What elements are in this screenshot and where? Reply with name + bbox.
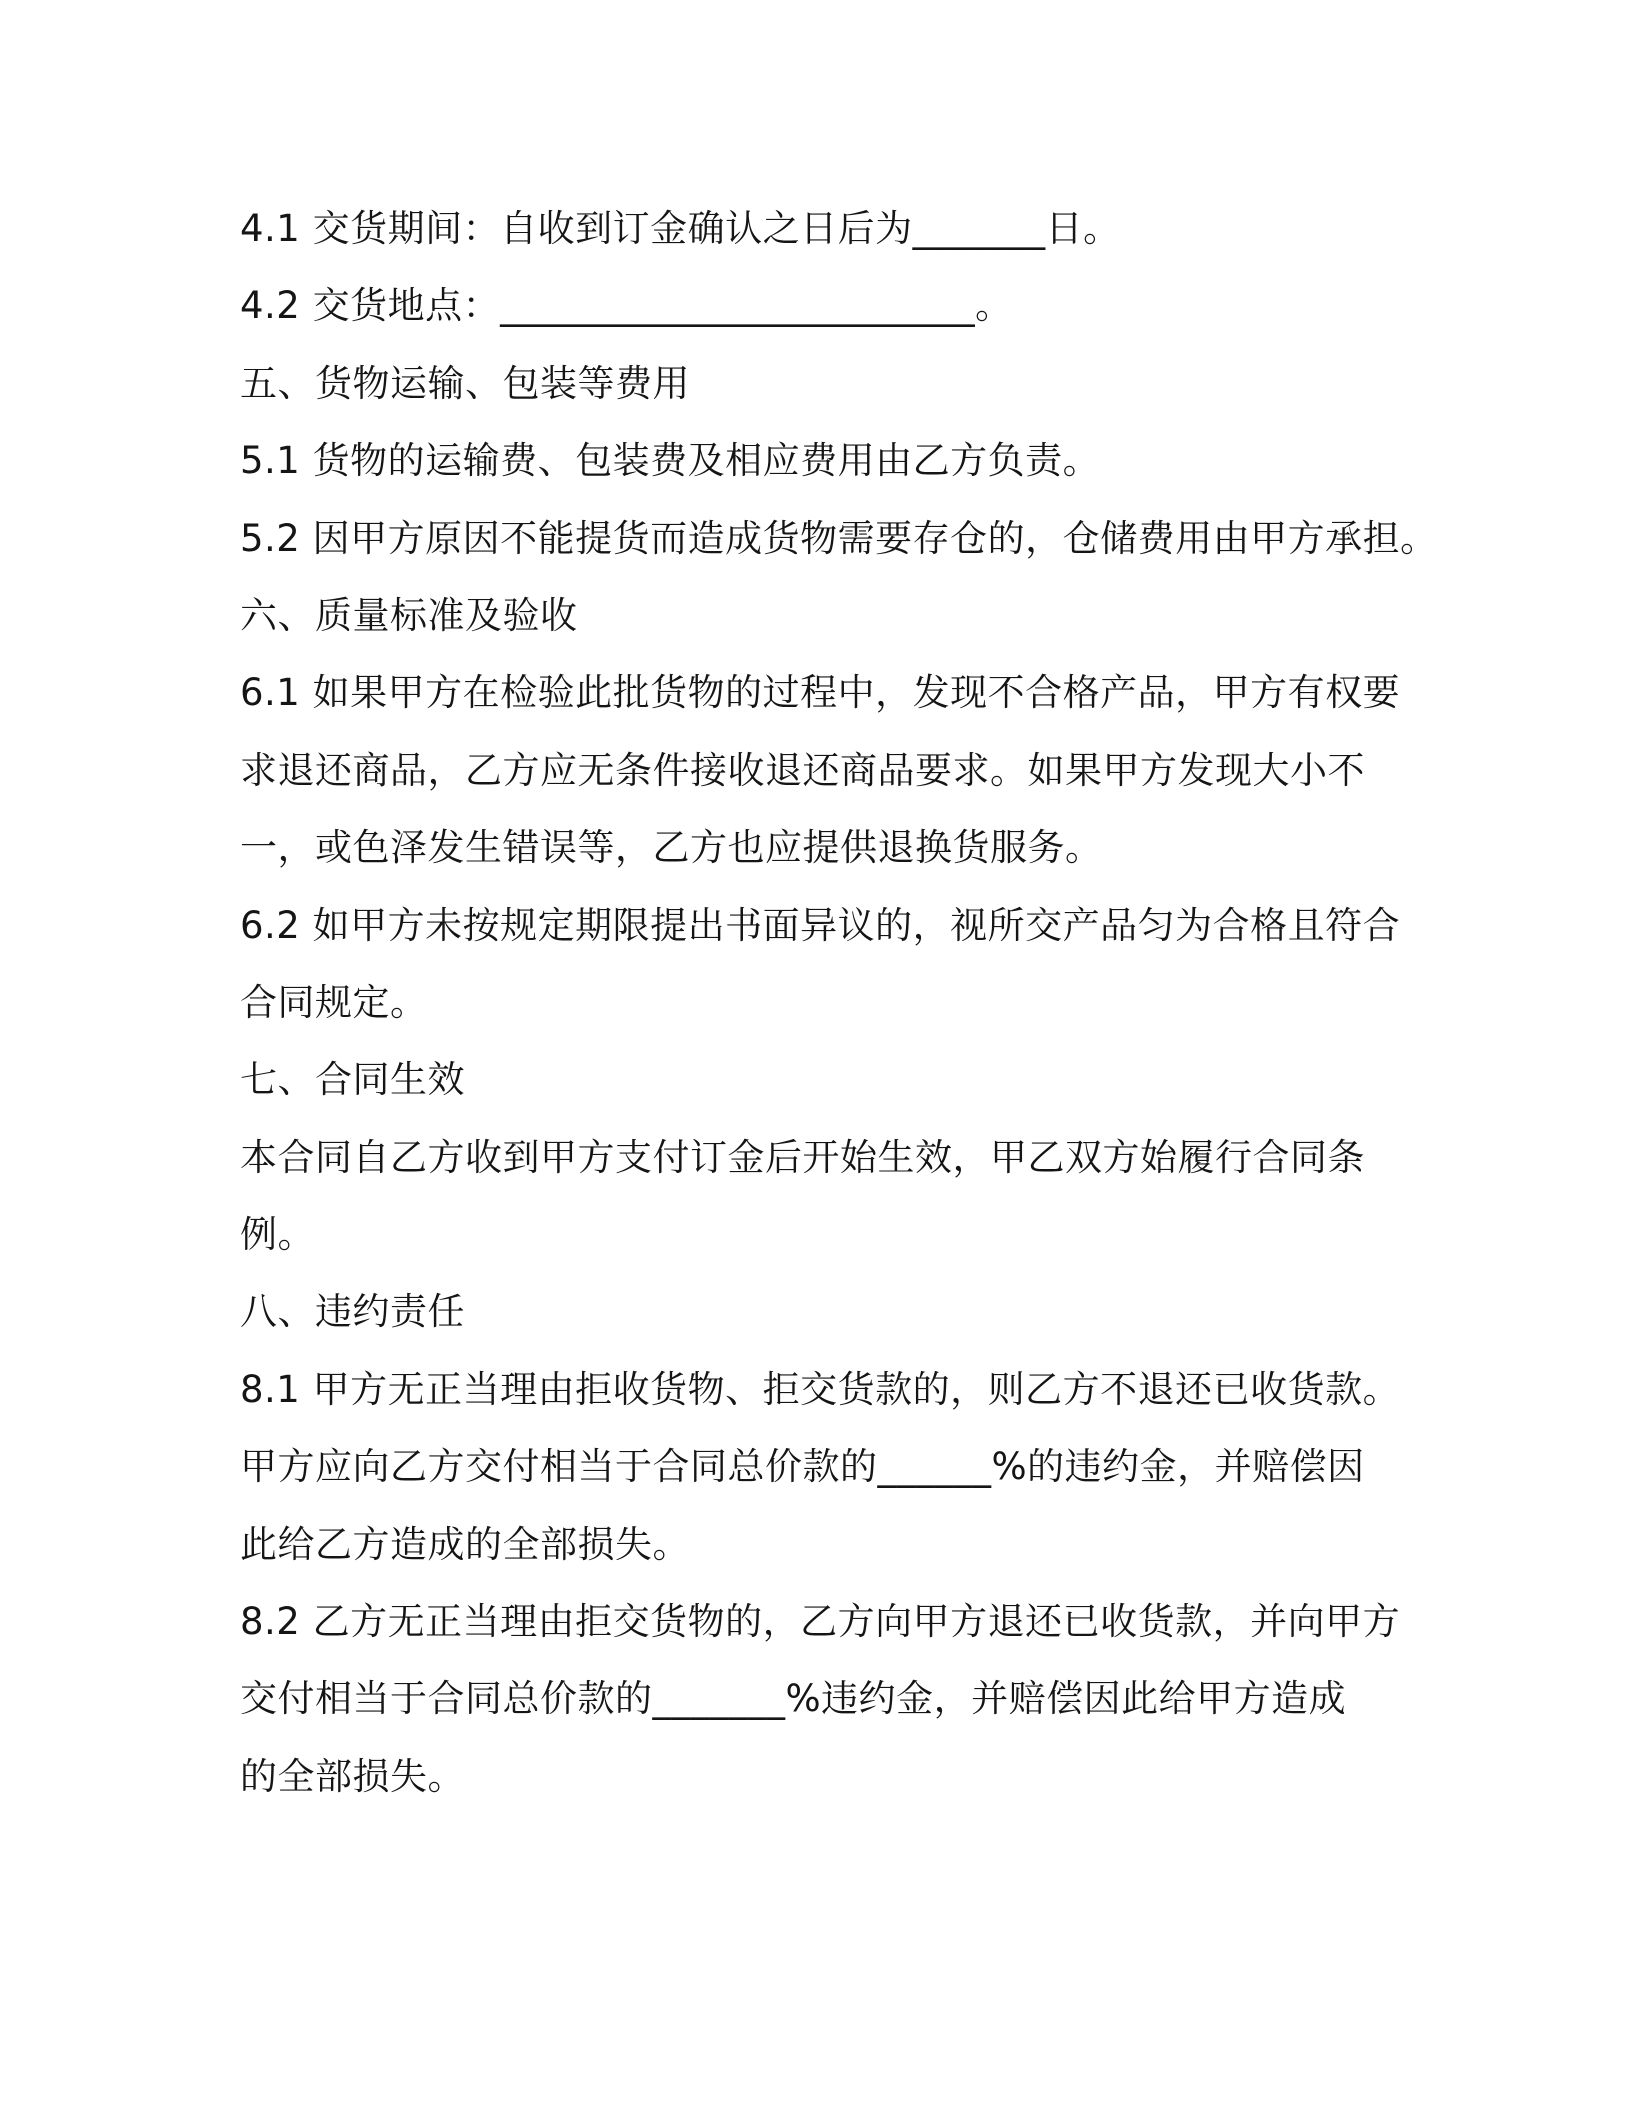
clause-6-1-line-3: 一，或色泽发生错误等，乙方也应提供退换货服务。: [240, 826, 1103, 870]
section-8-heading: 八、违约责任: [240, 1290, 465, 1334]
clause-6-1-line-1: 6.1 如果甲方在检验此批货物的过程中，发现不合格产品，甲方有权要: [240, 671, 1401, 715]
section-7-text-line-2: 例。: [240, 1213, 315, 1257]
clause-4-2-delivery-location: 4.2 交货地点：_________________________。: [240, 284, 1013, 328]
clause-6-2-line-1: 6.2 如甲方未按规定期限提出书面异议的，视所交产品匀为合格且符合: [240, 903, 1401, 947]
clause-6-1-line-2: 求退还商品，乙方应无条件接收退还商品要求。如果甲方发现大小不: [240, 748, 1365, 792]
clause-4-1-delivery-period: 4.1 交货期间：自收到订金确认之日后为_______日。: [240, 207, 1121, 250]
clause-8-1-line-2: 甲方应向乙方交付相当于合同总价款的______%的违约金，并赔偿因: [240, 1445, 1365, 1489]
clause-8-2-line-2: 交付相当于合同总价款的_______%违约金，并赔偿因此给甲方造成: [240, 1677, 1347, 1721]
clause-8-1-line-1: 8.1 甲方无正当理由拒收货物、拒交货款的，则乙方不退还已收货款。: [240, 1367, 1401, 1411]
clause-8-1-line-3: 此给乙方造成的全部损失。: [240, 1522, 690, 1566]
document-body: [240, 190, 1438, 1815]
clause-6-2-line-2: 合同规定。: [240, 980, 428, 1024]
section-7-heading: 七、合同生效: [240, 1058, 465, 1102]
section-7-text-line-1: 本合同自乙方收到甲方支付订金后开始生效，甲乙双方始履行合同条: [240, 1135, 1365, 1179]
clause-5-2: 5.2 因甲方原因不能提货而造成货物需要存仓的，仓储费用由甲方承担。: [240, 516, 1438, 560]
clause-8-2-line-1: 8.2 乙方无正当理由拒交货物的，乙方向甲方退还已收货款，并向甲方: [240, 1600, 1401, 1644]
section-5-heading: 五、货物运输、包装等费用: [240, 361, 690, 405]
clause-8-2-line-3: 的全部损失。: [240, 1754, 465, 1798]
clause-5-1: 5.1 货物的运输费、包装费及相应费用由乙方负责。: [240, 439, 1101, 483]
section-6-heading: 六、质量标准及验收: [240, 593, 578, 637]
